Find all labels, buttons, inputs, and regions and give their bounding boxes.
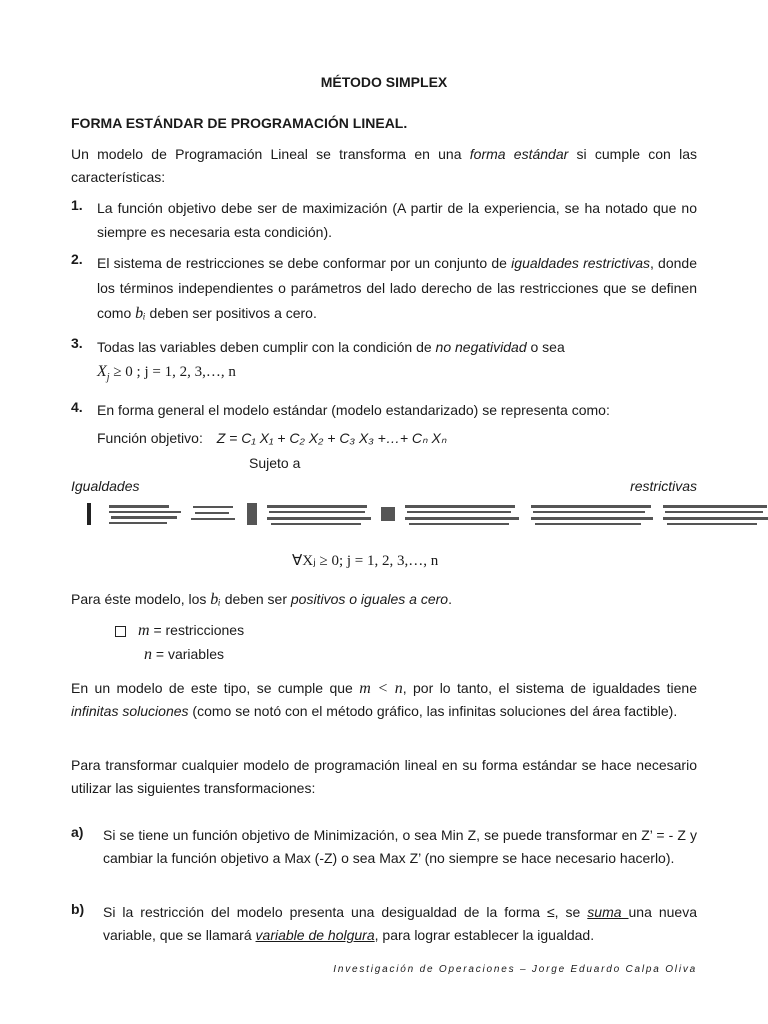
math-xj: $X_j$	[97, 363, 110, 384]
list-text: La función objetivo debe ser de maximización (A partir de la experiencia, se ha notado que no siempre es necesaria esta condición).	[97, 200, 697, 240]
list-text: Todas las variables deben cumplir con la condición de no negatividad o sea $X_j \ge 0$ ; j = 1, 2, 3,…, n	[97, 339, 565, 384]
list-item-2	[71, 251, 697, 326]
list-item-4	[71, 399, 697, 423]
list-item-3	[71, 335, 697, 390]
non-negativity-condition: ∀Xⱼ ≥ 0; j = 1, 2, 3,…, n	[292, 553, 439, 569]
step-b	[71, 901, 697, 947]
n-definition: n = variables	[144, 646, 224, 663]
page-title: MÉTODO SIMPLEX	[320, 74, 448, 90]
m-less-n-paragraph: En un modelo de este tipo, se cumple que m < n, por lo tanto, el sistema de igualdades tiene infinitas soluciones (como se notó con el método gráfico, las infinitas soluciones del área factible).	[71, 680, 697, 719]
restrictivas-label: restrictivas	[630, 478, 697, 494]
math-condition: ≥ 0 ; j = 1, 2, 3,…, n	[109, 364, 236, 380]
bi-paragraph: Para éste modelo, los bᵢ deben ser positivos o iguales a cero.	[71, 591, 452, 608]
square-bullet-icon	[115, 626, 126, 637]
step-label: b)	[71, 901, 85, 917]
intro-paragraph: Un modelo de Programación Lineal se transforma en una forma estándar si cumple con las características:	[71, 146, 697, 185]
page-footer: Investigación de Operaciones – Jorge Eduardo Calpa Oliva	[333, 964, 697, 975]
step-label: a)	[71, 824, 84, 840]
sujeto-a-label: Sujeto a	[249, 455, 301, 471]
section-heading: FORMA ESTÁNDAR DE PROGRAMACIÓN LINEAL.	[71, 115, 408, 131]
objective-expression: Z = C₁ X₁ + C₂ X₂ + C₃ X₃ +…+ Cₙ Xₙ	[216, 430, 447, 446]
igualdades-label: Igualdades	[71, 478, 140, 494]
step-a	[71, 824, 697, 870]
objective-label: Función objetivo:	[97, 430, 203, 446]
transform-paragraph: Para transformar cualquier modelo de programación lineal en su forma estándar se hace necesario utilizar las siguientes transformaciones:	[71, 757, 697, 796]
garbled-equation-image	[87, 497, 768, 529]
list-item-1	[71, 197, 697, 244]
list-text: En forma general el modelo estándar (modelo estandarizado) se representa como:	[97, 402, 610, 418]
objective-function	[97, 430, 446, 447]
math-bi: bᵢ	[135, 305, 146, 322]
m-definition: m = restricciones	[138, 622, 245, 639]
step-text: Si la restricción del modelo presenta una desigualdad de la forma ≤, se suma una nueva variable, que se llamará variable de holgura, para lograr establecer la igualdad.	[103, 904, 697, 943]
list-text: El sistema de restricciones se debe conformar por un conjunto de igualdades restrictivas, donde los términos independientes o parámetros del lado derecho de las restricciones que se definen como bᵢ deben ser positivos a cero.	[97, 255, 697, 322]
list-number: 1.	[71, 197, 83, 213]
list-number: 2.	[71, 251, 83, 267]
list-number: 3.	[71, 335, 83, 351]
step-text: Si se tiene un función objetivo de Minimización, o sea Min Z, se puede transformar en Z’ = - Z y cambiar la función objetivo a Max (-Z) o sea Max Z’ (no siempre se hace necesario hacerlo).	[103, 827, 697, 866]
list-number: 4.	[71, 399, 83, 415]
